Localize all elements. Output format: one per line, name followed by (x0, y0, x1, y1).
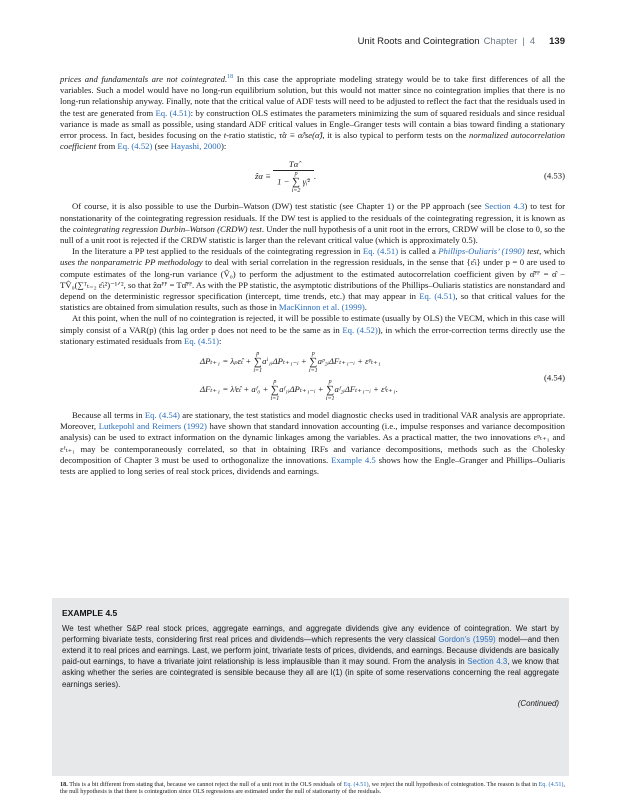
sum-bottom: i=1 (308, 367, 318, 374)
example-title: EXAMPLE 4.5 (62, 608, 118, 618)
footnote-mark: 18. (60, 781, 68, 788)
italic-term: uses the nonparametric PP methodology (60, 257, 203, 268)
paragraph-4 (60, 313, 565, 347)
eq-lhs: ẑα ≡ (255, 170, 271, 181)
link-eq-4-51[interactable]: Eq. (4.51) (155, 107, 191, 118)
example-text (62, 623, 559, 690)
eq-denominator (273, 170, 317, 195)
sum-top: p (328, 378, 332, 385)
paragraph-2 (60, 201, 565, 246)
sum-bottom: i=1 (325, 395, 335, 402)
sum-term: γ̂ᵢ² (302, 176, 311, 187)
eq-part: aᵖ₂ᵢΔFₜ₊₁₋ᵢ + εᵖₜ₊₁ (317, 356, 381, 367)
text: . (364, 302, 367, 313)
link-eq-4-52[interactable]: Eq. (4.52) (117, 141, 153, 152)
eq-part: ΔFₜ₊₁ = λᶠε̂ₜ + aᶠ₀ + (200, 384, 269, 395)
text: At this point, when the null of no cointegration is rejected, it will be possible to estimate (usually by OLS) the VECM, which in this case will simply consist of a VAR(p) (this lag order p does not need to be the same as in (60, 313, 565, 335)
sum-bottom: i=1 (270, 395, 280, 402)
page-number: 139 (549, 35, 565, 47)
paragraph-5 (60, 410, 565, 477)
link-eq-4-51[interactable]: Eq. (4.51) (184, 335, 219, 346)
eq-part: aᶠ₁ᵢΔPₜ₊₁₋ᵢ + (279, 384, 324, 395)
footnote-text (60, 781, 565, 795)
sum-sign: p ∑ i=1 (308, 350, 318, 374)
sum-top: p (273, 378, 277, 385)
den-lead: 1 − (277, 176, 290, 187)
text: are stationary, the test statistics and model diagnostic checks used in traditional VAR analysis are appropriate. Moreover, (60, 410, 566, 432)
continued-label: (Continued) (517, 698, 559, 708)
text: In the literature a PP test applied to the residuals of the cointegrating regression in (72, 246, 363, 257)
running-header (60, 34, 565, 48)
running-title: Unit Roots and Cointegration (357, 35, 480, 47)
italic-lead: prices and fundamentals are not cointegrated. (60, 74, 228, 84)
text: , it is also typical to perform tests on the (322, 130, 470, 141)
text: is called a (398, 246, 439, 257)
link-hayashi-2000[interactable]: Hayashi, 2000 (170, 141, 221, 152)
italic-term: test (524, 246, 540, 257)
eq-part: aᶠ₂ᵢΔFₜ₊₁₋ᵢ + εᶠₜ₊₁. (334, 384, 398, 395)
link-eq-4-54[interactable]: Eq. (4.54) (144, 410, 180, 421)
eq-tail: . (314, 170, 317, 181)
chapter-number: 4 (529, 35, 536, 47)
sum-sign: p ∑ i=2 (291, 171, 301, 195)
text: model—and then extend it to real prices and earnings. Last, we perform joint, trivariate tests of prices, dividends, and earnings. Because dividends are basically paid-out earnings, to have a trivariate joint relationship is less implausible than it may sound. From the analysis in (62, 635, 559, 667)
chapter-label: Chapter (483, 35, 518, 47)
sum-bottom: i=1 (253, 367, 263, 374)
text: This is a bit different from stating that, because we cannot reject the null of a unit root in the OLS residuals of (67, 781, 344, 788)
equation-4-53 (60, 156, 565, 196)
sum-top: p (311, 350, 315, 357)
sum-bottom: i=2 (291, 188, 301, 195)
body-text (60, 74, 565, 477)
footnote-ref-18[interactable]: 18 (227, 74, 234, 81)
example-box (52, 598, 569, 776)
eq-fraction (273, 158, 317, 195)
equation-4-54 (60, 351, 565, 405)
text: to deal with serial correlation in the regression residuals, in the sense that {ε̂ₜ} under p = 0 are used to compute estimates of the long-run variance (V̂₀) to perform the adjustment to the estimated autocorrelation coefficient given by α̂ᴾᴾ = α̂ − TV̂₀(∑ᵀₜ₌₂ ε̂ₜ²)⁻¹ᐟ², so that ẑαᴾᴾ = Tα̂ᴾᴾ. As with the PP statistic, the asymptotic distributions of the Phillips–Ouliaris statistics are nonstandard and depend on the deterministic regressor specification (intercept, time trends, etc.) that may appear in (60, 257, 565, 302)
link-eq-4-51[interactable]: Eq. (4.51) (343, 781, 369, 788)
text: . Under the null hypothesis of a unit root in the errors, CRDW will be close to 0, so the null of a unit root is rejected if the CRDW statistic is larger than the relevant critical value (which is approximately 0.5). (60, 223, 565, 246)
text: ) to test for nonstationarity of the cointegrating regression residuals. If the DW test is applied to the residuals of the cointegrating regression, it is known as the (60, 201, 565, 234)
equation-number: (4.54) (544, 372, 565, 383)
eq-line-2 (200, 379, 398, 401)
sum-sign: p ∑ i=1 (253, 350, 263, 374)
stat-formula: τ̂α ≡ α̂/se(α̂) (278, 130, 323, 141)
text: have shown that standard innovation accounting (i.e., impulse responses and variance decomposition analysis) can be used to extract information on the dynamic linkages among the variables. As a practical matter, the two innovations εᵖₜ₊₁ and εᶠₜ₊₁ may be contemporaneously correlated, so that in obtaining IRFs and variance decompositions, methods such as the Cholesky decomposition of Chapter 3 must be used to orthogonalize the innovations. (60, 421, 566, 465)
text: : by construction OLS estimates the parameters minimizing the sum of squared residuals and since residual variance is made as small as possible, using standard ADF critical values in Engle–Granger tests will contain a bias toward finding a stationary error process. In fact, besides focusing on the (60, 107, 565, 141)
italic-term: normalized autocorrelation coefficient (60, 130, 566, 152)
link-eq-4-51[interactable]: Eq. (4.51) (538, 781, 564, 788)
eq-numerator: Tα̂ (273, 159, 314, 171)
text: , we know that asking whether the series are cointegrated is sensible because they all are I(1) (in spite of some reservations concerning the real aggregate earnings series). (62, 657, 559, 689)
text: shows how the Engle–Granger and Phillips–Ouliaris tests are applied to long series of real stock prices, dividends and earnings. (60, 454, 565, 477)
italic-term: cointegrating regression Durbin–Watson (CRDW) test (72, 223, 262, 234)
text: (see (152, 141, 171, 152)
sum-top: p (294, 171, 298, 178)
paragraph-1 (60, 74, 565, 152)
text: , which (539, 246, 566, 257)
text: ): (220, 141, 227, 152)
sum-sign: p ∑ i=1 (270, 378, 280, 402)
paragraph-3 (60, 246, 565, 313)
t-symbol: t (223, 130, 227, 141)
sum-top: p (256, 350, 260, 357)
text: from (96, 141, 118, 152)
text: Because all terms in (72, 410, 145, 421)
link-section-4-3[interactable]: Section 4.3 (467, 657, 508, 667)
link-eq-4-52[interactable]: Eq. (4.52) (342, 324, 378, 335)
sum-sign: p ∑ i=1 (325, 378, 335, 402)
header-separator: | (522, 35, 525, 47)
link-eq-4-51[interactable]: Eq. (4.51) (362, 246, 399, 257)
eq-part: aⁱ₁ᵢΔPₜ₊₁₋ᵢ + (262, 356, 307, 367)
text: Of course, it is also possible to use the Durbin–Watson (DW) test statistic (see Chapter 1) or the PP approach (see (72, 201, 485, 212)
link-lutkepohl-reimers[interactable]: Lutkepohl and Reimers (1992) (98, 421, 207, 432)
equation-number: (4.53) (544, 170, 565, 181)
link-eq-4-51[interactable]: Eq. (4.51) (419, 291, 456, 302)
link-mackinnon-1999[interactable]: MacKinnon et al. (1999) (278, 302, 365, 313)
text: ), in which the error-correction terms directly use the stationary estimated residuals from (60, 324, 565, 346)
text: : (219, 335, 222, 346)
link-gordon-1959[interactable]: Gordon's (1959) (438, 635, 496, 645)
link-example-4-5[interactable]: Example 4.5 (331, 454, 376, 465)
link-phillips-ouliaris[interactable]: Phillips-Ouliaris’ (1990) (438, 246, 525, 257)
eq-line-1 (200, 351, 398, 373)
text: , we reject the null hypothesis of cointegration. The reason is that in (368, 781, 539, 788)
eq-part: ΔPₜ₊₁ = λₚε̂ₜ + (200, 356, 252, 367)
text: We test whether S&P real stock prices, aggregate earnings, and aggregate dividends give any evidence of cointegration. We start by performing bivariate tests, considering first real prices and dividends—which represents the very classical (62, 624, 559, 645)
text: , the null hypothesis is that there is cointegration since OLS regressions are estimated under the null of stationarity of the residuals. (60, 781, 566, 795)
text: , so that critical values for the statistics are obtained from simulation results, such as those in (60, 291, 565, 313)
text: In this case the appropriate modeling strategy would be to take first differences of all the variables. Such a model would have no long-run equilibrium solution, but this would not matter since no cointegration implies that there is no long-run relationship anyway. Finally, note that the critical value of ADF tests will need to be adjusted to reflect the fact that the residuals used in the test are generated from (60, 74, 565, 118)
link-section-4-3[interactable]: Section 4.3 (484, 201, 525, 212)
text: -ratio statistic, (226, 130, 279, 141)
